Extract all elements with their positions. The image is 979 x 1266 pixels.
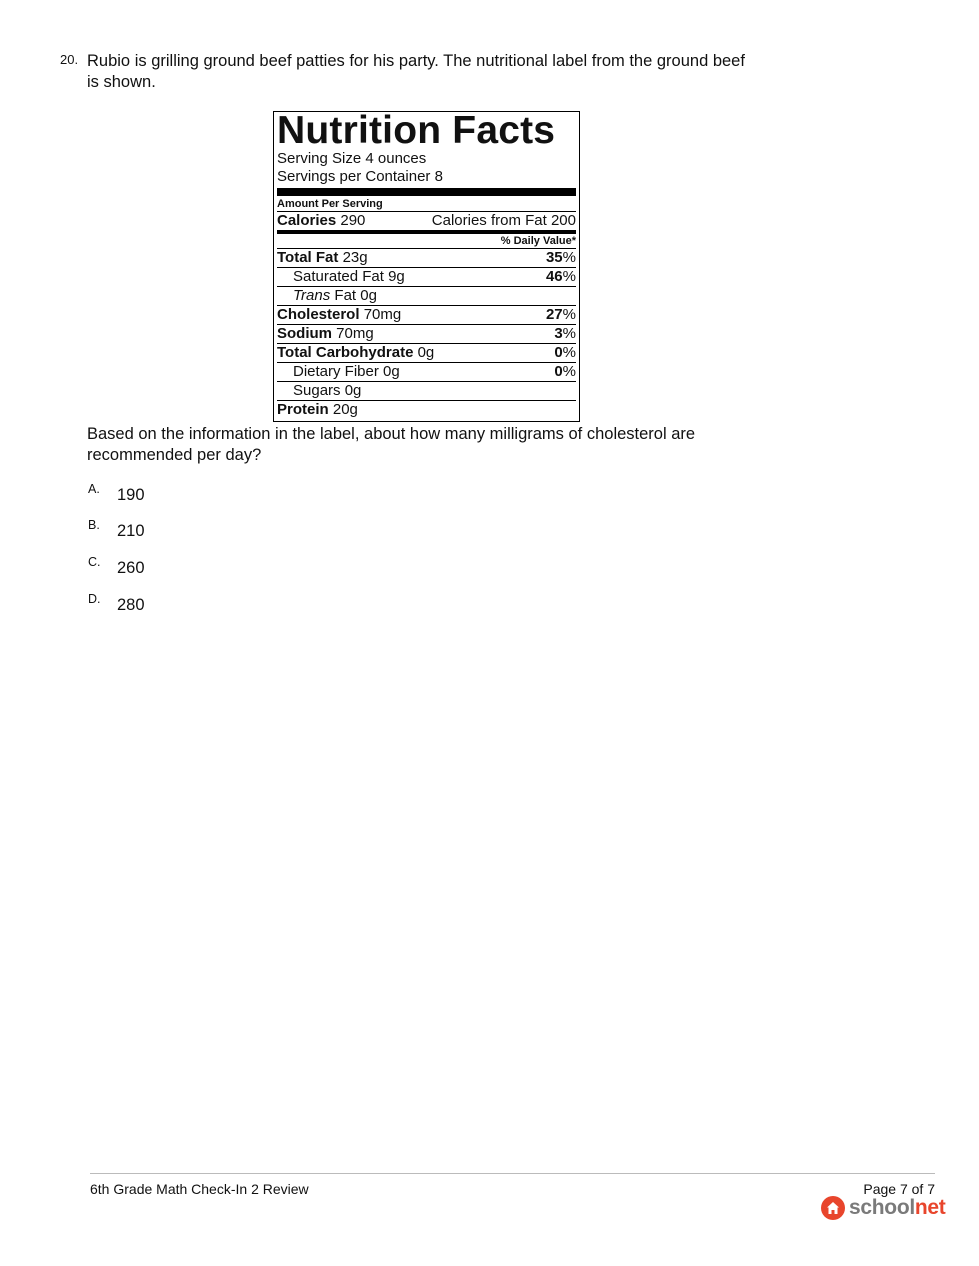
thick-divider bbox=[277, 188, 576, 196]
choice-letter: D. bbox=[88, 592, 101, 606]
daily-value-header: % Daily Value* bbox=[277, 230, 576, 248]
nutrient-amount: 23g bbox=[342, 249, 368, 266]
calories-row bbox=[277, 211, 576, 230]
nutrient-amount: 9g bbox=[388, 268, 405, 285]
footer-divider bbox=[90, 1173, 935, 1174]
nutrient-name: Total Fat bbox=[277, 249, 339, 266]
nutrient-dv: 3 bbox=[554, 325, 563, 342]
choice-b[interactable] bbox=[88, 518, 145, 541]
nutrient-row-total-carbohydrate: Total Carbohydrate 0g 0% bbox=[277, 344, 576, 361]
choice-text: 190 bbox=[117, 486, 145, 504]
nutrient-name: Dietary Fiber bbox=[293, 363, 379, 380]
choice-letter: B. bbox=[88, 518, 100, 532]
choice-letter: A. bbox=[88, 482, 100, 496]
choice-a[interactable] bbox=[88, 482, 145, 505]
nutrient-amount: 70mg bbox=[336, 325, 374, 342]
footer-title: 6th Grade Math Check-In 2 Review bbox=[90, 1181, 309, 1197]
nutrient-dv: 0 bbox=[554, 344, 563, 361]
question-number: 20. bbox=[60, 52, 79, 67]
house-icon bbox=[821, 1196, 845, 1220]
calories-label: Calories bbox=[277, 212, 337, 229]
nutrient-row-cholesterol: Cholesterol 70mg 27% bbox=[277, 306, 576, 323]
nutrient-amount: 20g bbox=[332, 401, 358, 418]
nutrient-row-total-fat: Total Fat 23g 35% bbox=[277, 249, 576, 266]
choice-text: 260 bbox=[117, 559, 145, 577]
servings-per-container: Servings per Container 8 bbox=[277, 168, 443, 185]
choice-letter: C. bbox=[88, 555, 101, 569]
nutrient-dv: 46 bbox=[545, 268, 563, 285]
page-number: Page 7 of 7 bbox=[863, 1181, 935, 1197]
calories-from-fat: Calories from Fat 200 bbox=[431, 212, 576, 229]
logo-text-net: net bbox=[914, 1196, 946, 1219]
nutrition-facts-label bbox=[273, 111, 580, 422]
nutrient-name: Saturated Fat bbox=[293, 268, 384, 285]
nutrient-row-saturated-fat: Saturated Fat 9g 46% bbox=[277, 267, 576, 286]
choice-c[interactable] bbox=[88, 555, 145, 578]
nutrient-amount: 0g bbox=[344, 382, 362, 399]
nutrient-amount: 0g bbox=[383, 363, 400, 380]
nutrient-dv: 0 bbox=[554, 363, 563, 380]
choice-d[interactable] bbox=[88, 592, 145, 615]
nutrient-name: Sugars bbox=[293, 382, 341, 399]
nutrient-name: Total Carbohydrate bbox=[277, 344, 414, 361]
nutrient-name: Protein bbox=[277, 401, 329, 418]
nutrient-row-sugars bbox=[277, 381, 576, 400]
nutrient-row-dietary-fiber: Dietary Fiber 0g 0% bbox=[277, 362, 576, 381]
question-stem: Rubio is grilling ground beef patties for his party. The nutritional label from the ground beef is shown. bbox=[87, 52, 745, 91]
nutrient-dv: 27 bbox=[545, 306, 563, 323]
nutrient-row-sodium: Sodium 70mg 3% bbox=[277, 325, 576, 342]
schoolnet-logo bbox=[821, 1196, 946, 1220]
nutrient-amount: 0g bbox=[417, 344, 435, 361]
nutrient-name: Fat bbox=[334, 287, 357, 304]
question-followup: Based on the information in the label, about how many milligrams of cholesterol are recommended per day? bbox=[87, 425, 696, 464]
nutrient-amount: 70mg bbox=[363, 306, 402, 323]
nutrient-name: Cholesterol bbox=[277, 306, 360, 323]
choice-text: 280 bbox=[117, 596, 145, 614]
nutrient-row-trans-fat bbox=[277, 286, 576, 305]
logo-text-school: school bbox=[849, 1196, 915, 1219]
nutrient-name: Sodium bbox=[277, 325, 332, 342]
choice-text: 210 bbox=[117, 522, 145, 540]
nutrient-row-protein bbox=[277, 400, 576, 419]
nutrition-facts-title: Nutrition Facts bbox=[277, 109, 556, 152]
nutrient-amount: 0g bbox=[360, 287, 377, 304]
calories-value: 290 bbox=[340, 212, 366, 229]
serving-size: Serving Size 4 ounces bbox=[277, 150, 427, 167]
nutrient-italic-prefix: Trans bbox=[293, 287, 331, 304]
nutrient-dv: 35 bbox=[545, 249, 563, 266]
amount-per-serving: Amount Per Serving bbox=[277, 198, 383, 210]
